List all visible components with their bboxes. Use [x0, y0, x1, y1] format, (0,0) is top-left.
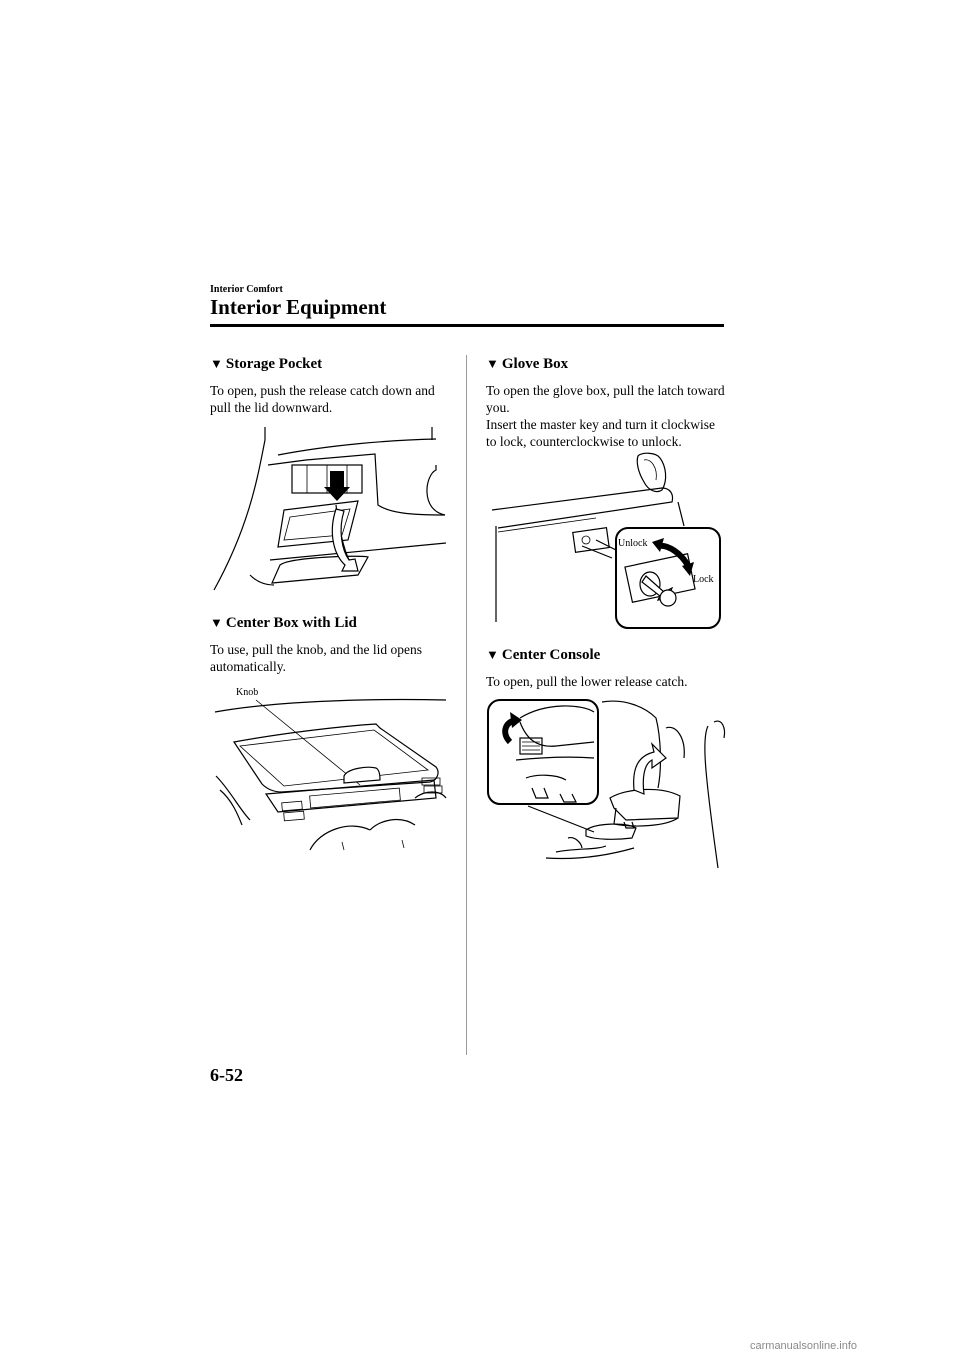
storage-pocket-heading: ▼ Storage Pocket: [210, 356, 323, 372]
glove-box-text-2: Insert the master key and turn it clockwise to lock, counterclockwise to unlock.: [486, 417, 716, 449]
triangle-marker-icon: ▼: [486, 647, 499, 662]
center-box-illustration: [210, 680, 450, 855]
column-divider: [466, 355, 467, 1055]
center-console-text: To open, pull the lower release catch.: [486, 674, 688, 689]
knob-label: Knob: [236, 687, 259, 698]
storage-pocket-illustration: [210, 425, 450, 595]
page-number: 6-52: [210, 1065, 243, 1085]
center-box-heading: ▼ Center Box with Lid: [210, 615, 357, 631]
glove-box-heading: ▼ Glove Box: [486, 356, 569, 372]
triangle-marker-icon: ▼: [486, 356, 499, 371]
triangle-marker-icon: ▼: [210, 615, 223, 630]
triangle-marker-icon: ▼: [210, 356, 223, 371]
glove-box-text-1: To open the glove box, pull the latch toward you.: [486, 383, 725, 415]
page-title: Interior Equipment: [210, 295, 387, 319]
unlock-label: Unlock: [618, 538, 648, 549]
center-console-illustration: [486, 698, 726, 878]
center-console-heading: ▼ Center Console: [486, 647, 601, 663]
center-box-text: To use, pull the knob, and the lid opens automatically.: [210, 642, 423, 674]
glove-box-illustration: [486, 450, 726, 630]
section-label: Interior Comfort: [210, 284, 283, 295]
title-rule: [210, 324, 724, 327]
watermark: carmanualsonline.info: [750, 1340, 858, 1352]
lock-label: Lock: [693, 574, 714, 585]
storage-pocket-text: To open, push the release catch down and pull the lid downward.: [210, 383, 435, 415]
